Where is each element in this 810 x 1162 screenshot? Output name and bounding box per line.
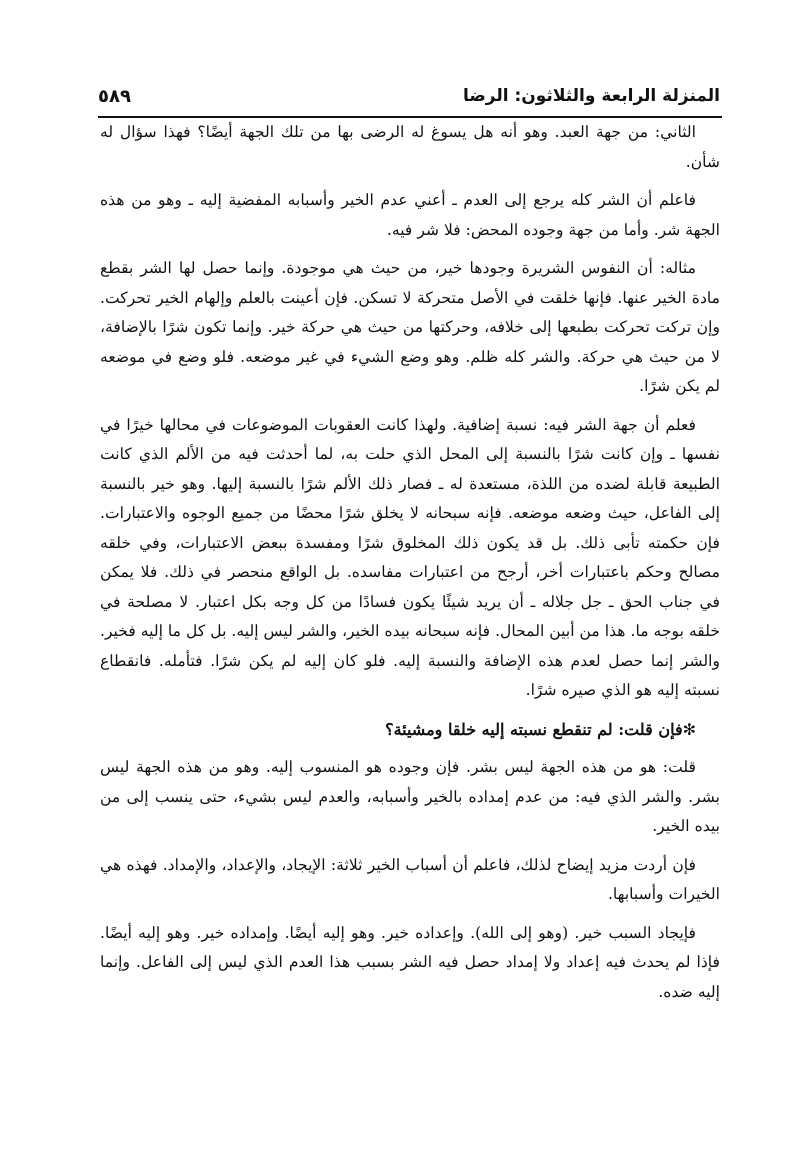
question-heading bbox=[100, 715, 720, 745]
page-number: ٥٨٩ bbox=[98, 86, 131, 107]
asterisk-icon: ✻ bbox=[682, 719, 696, 739]
paragraph: مثاله: أن النفوس الشريرة وجودها خير، من حيث هي موجودة. وإنما حصل لها الشر بقطع مادة الخير عنها. فإنها خلقت في الأصل متحركة لا تسكن. فإن أعينت بالعلم وإلهام الخير تحركت. وإن تركت تحركت بطبعها إلى خلافه، وحركتها من حيث هي حركة خير. وإنما تكون شرًا بالإضافة، لا من حيث هي حركة. والشر كله ظلم. وهو وضع الشيء في غير موضعه. فلو وضع في موضعه لم يكن شرًا. bbox=[100, 259, 720, 395]
page-header bbox=[98, 84, 720, 114]
paragraph: فاعلم أن الشر كله يرجع إلى العدم ـ أعني عدم الخير وأسبابه المفضية إليه ـ وهو من هذه الجهة شر. وأما من جهة وجوده المحض: فلا شر فيه. bbox=[100, 191, 720, 239]
paragraph: الثاني: من جهة العبد. وهو أنه هل يسوغ له الرضى بها من تلك الجهة أيضًا؟ فهذا سؤال له شأن. bbox=[100, 123, 720, 171]
question-text: لم تنقطع نسبته إليه خلقا ومشيئة؟ bbox=[385, 719, 619, 739]
paragraph: قلت: هو من هذه الجهة ليس بشر. فإن وجوده هو المنسوب إليه. وهو من هذه الجهة ليس بشر. والشر الذي فيه: من عدم إمداده بالخير وأسبابه، والعدم ليس بشيء، حتى ينسب إلى من بيده الخير. bbox=[100, 758, 720, 835]
body-text bbox=[100, 118, 720, 1016]
paragraph: فعلم أن جهة الشر فيه: نسبة إضافية. ولهذا كانت العقوبات الموضوعات في محالها خيرًا في نفسها ـ وإن كانت شرًا بالنسبة إلى المحل الذي حلت به، لما أحدثت فيه من الألم الذي كانت الطبيعة قابلة لضده من اللذة، مستعدة له ـ فصار ذلك الألم شرًا بالنسبة إليها. وهو خير بالنسبة إلى الفاعل، حيث وضعه موضعه. فإنه سبحانه لا يخلق شرًا محضًا من جميع الوجوه والاعتبارات. فإن حكمته تأبى ذلك. بل قد يكون ذلك المخلوق شرًا ومفسدة ببعض الاعتبارات، وفي خلقه مصالح وحكم باعتبارات أخر، أرجح من اعتبارات مفاسده. بل الواقع منحصر في ذلك. فلا يمكن في جناب الحق ـ جل جلاله ـ أن يريد شيئًا يكون فسادًا من كل وجه بكل اعتبار. لا مصلحة في خلقه بوجه ما. هذا من أبين المحال. فإنه سبحانه بيده الخير، والشر ليس إليه. بل كل ما إليه فخير. والشر إنما حصل لعدم هذه الإضافة والنسبة إليه. فلو كان إليه لم يكن شرًا. فتأمله. فانقطاع نسبته إليه هو الذي صيره شرًا. bbox=[100, 415, 720, 699]
paragraph: فإيجاد السبب خير. (وهو إلى الله). وإعداده خير. وهو إليه أيضًا. وإمداده خير. وهو إليه أيضًا. فإذا لم يحدث فيه إعداد ولا إمداد حصل فيه الشر بسبب هذا العدم الذي ليس إلى الفاعل. وإنما إليه ضده. bbox=[100, 923, 720, 1001]
running-title: المنزلة الرابعة والثلاثون: الرضا bbox=[462, 86, 720, 106]
question-lead: فإن قلت: bbox=[618, 719, 683, 739]
paragraph: فإن أردت مزيد إيضاح لذلك، فاعلم أن أسباب الخير ثلاثة: الإيجاد، والإعداد، والإمداد. فهذه هي الخيرات وأسبابها. bbox=[100, 855, 720, 903]
